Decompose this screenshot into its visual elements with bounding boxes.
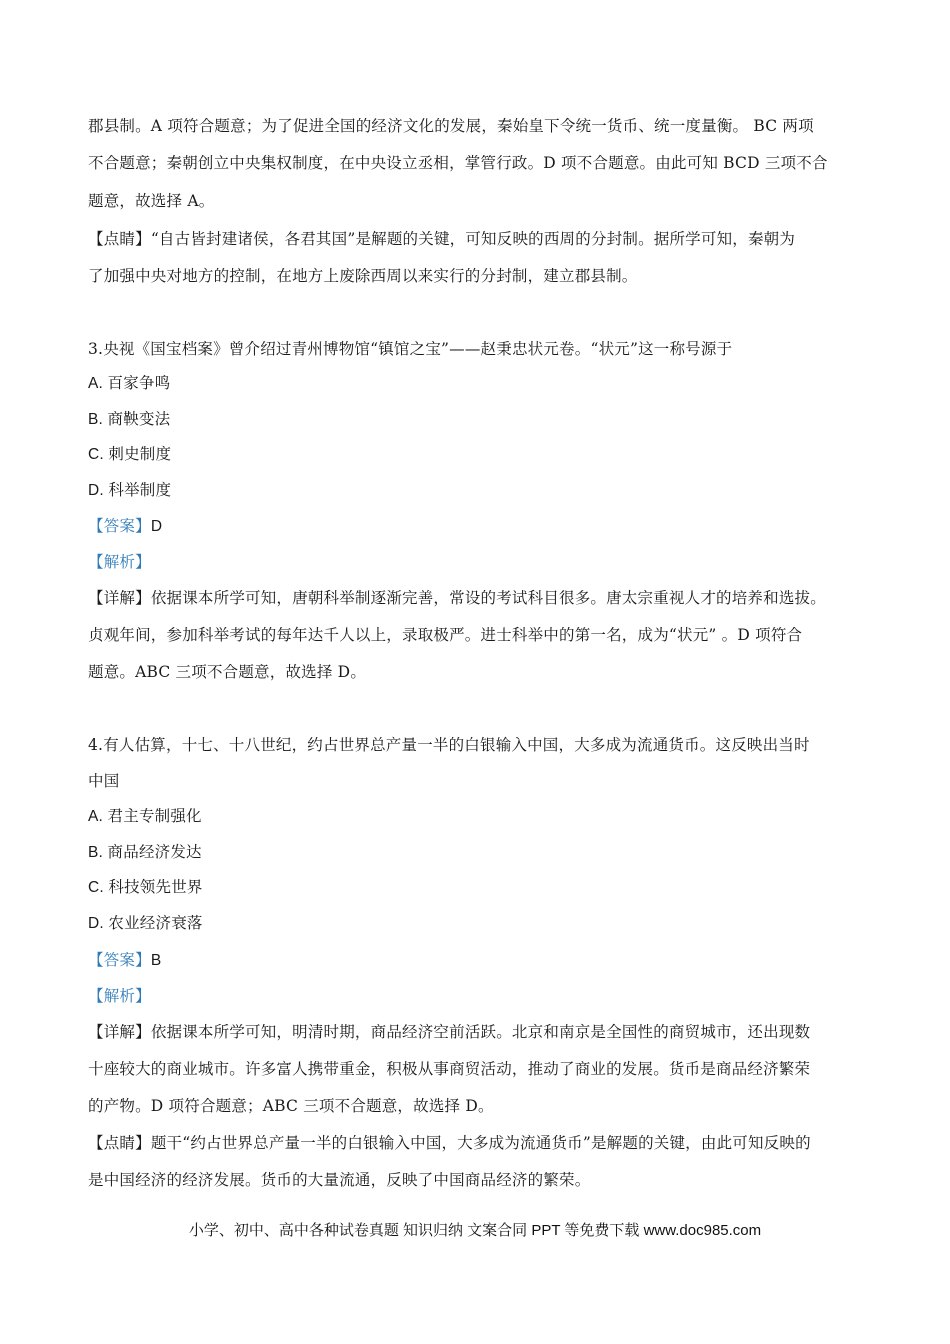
- q3-analysis-tag: 【解析】: [88, 553, 151, 571]
- q4-key-point-line: [88, 1132, 878, 1154]
- explanation-line: 郡县制。A 项符合题意；为了促进全国的经济文化的发展，秦始皇下令统一货币、统一度量衡。 BC 两项: [88, 117, 814, 135]
- key-point-tag: 【点睛】: [88, 1134, 151, 1152]
- key-point-tag: 【点睛】: [88, 230, 151, 248]
- q4-key-point-line: 是中国经济的经济发展。货币的大量流通，反映了中国商品经济的繁荣。: [88, 1171, 591, 1189]
- answer-value: D: [150, 518, 163, 535]
- q4-detail-line: 十座较大的商业城市。许多富人携带重金，积极从事商贸活动，推动了商业的发展。货币是商品经济繁荣: [88, 1060, 811, 1078]
- q3-option-a: A. 百家争鸣: [88, 375, 171, 392]
- q4-analysis-tag: 【解析】: [88, 987, 151, 1005]
- q4-detail-line: 的产物。D 项符合题意；ABC 三项不合题意，故选择 D。: [88, 1097, 494, 1115]
- answer-tag: 【答案】: [88, 517, 151, 535]
- q3-detail-line: 题意。ABC 三项不合题意，故选择 D。: [88, 663, 367, 681]
- answer-value: B: [150, 952, 162, 969]
- key-point-line: [88, 228, 878, 250]
- key-point-text: 题干“约占世界总产量一半的白银输入中国，大多成为流通货币”是解题的关键，由此可知反映的: [150, 1134, 811, 1152]
- key-point-line: 了加强中央对地方的控制，在地方上废除西周以来实行的分封制，建立郡县制。: [88, 267, 638, 285]
- q4-option-a: A. 君主专制强化: [88, 808, 202, 825]
- key-point-text: “自古皆封建诸侯，各君其国”是解题的关键，可知反映的西周的分封制。据所学可知，秦朝为: [150, 230, 796, 248]
- q4-option-d: D. 农业经济衰落: [88, 915, 203, 932]
- detail-text: 依据课本所学可知，唐朝科举制逐渐完善，常设的考试科目很多。唐太宗重视人才的培养和选拔。: [150, 589, 826, 607]
- q3-detail-line: [88, 587, 878, 609]
- explanation-line: 题意，故选择 A。: [88, 192, 215, 210]
- page-footer: 小学、初中、高中各种试卷真题 知识归纳 文案合同 PPT 等免费下载 www.doc985.com: [188, 1222, 762, 1239]
- q4-detail-line: [88, 1021, 878, 1043]
- q3-option-c: C. 刺史制度: [88, 446, 172, 463]
- question-4-stem-cont: 中国: [88, 772, 120, 790]
- q4-answer: [88, 949, 878, 972]
- answer-tag: 【答案】: [88, 951, 151, 969]
- question-3-stem: 3.央视《国宝档案》曾介绍过青州博物馆“镇馆之宝”——赵秉忠状元卷。“状元”这一称号源于: [88, 340, 733, 358]
- q3-option-d: D. 科举制度: [88, 482, 172, 499]
- detail-tag: 【详解】: [88, 1023, 151, 1041]
- detail-text: 依据课本所学可知，明清时期，商品经济空前活跃。北京和南京是全国性的商贸城市，还出现数: [150, 1023, 811, 1041]
- q3-answer: [88, 515, 878, 538]
- q4-option-b: B. 商品经济发达: [88, 844, 202, 861]
- q4-option-c: C. 科技领先世界: [88, 879, 203, 896]
- question-4-stem: 4.有人估算，十七、十八世纪，约占世界总产量一半的白银输入中国，大多成为流通货币。这反映出当时: [88, 736, 810, 754]
- q3-option-b: B. 商鞅变法: [88, 411, 171, 428]
- detail-tag: 【详解】: [88, 589, 151, 607]
- explanation-line: 不合题意；秦朝创立中央集权制度，在中央设立丞相，掌管行政。D 项不合题意。由此可知 BCD 三项不合: [88, 154, 828, 172]
- q3-detail-line: 贞观年间，参加科举考试的每年达千人以上，录取极严。进士科举中的第一名，成为“状元” 。D 项符合: [88, 626, 803, 644]
